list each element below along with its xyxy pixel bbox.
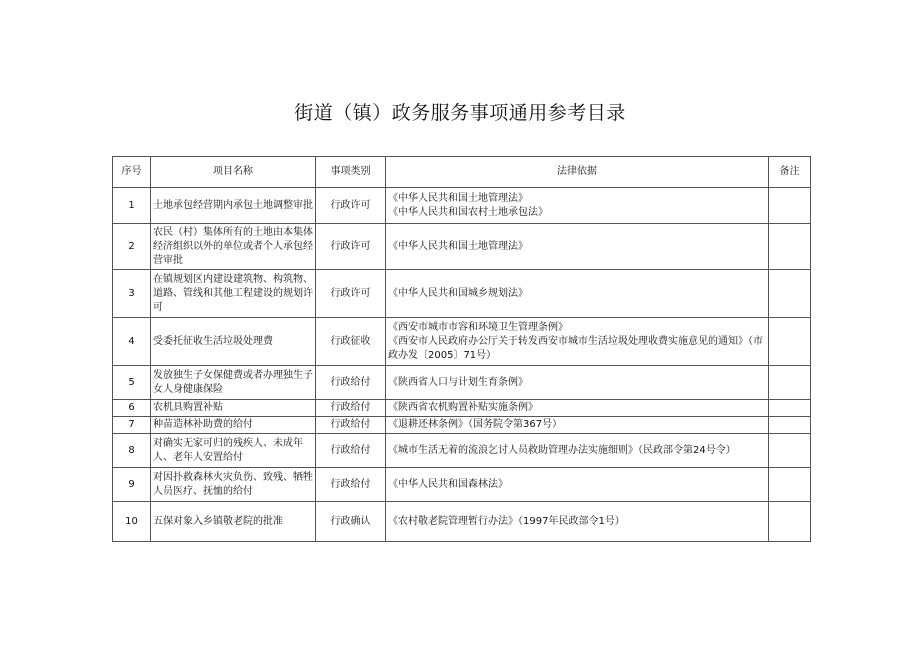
legal-basis-line: 《陕西省人口与计划生育条例》 — [388, 376, 528, 388]
legal-basis-line: 《西安市人民政府办公厅关于转发西安市城市生活垃圾处理收费实施意见的通知》（市政办发〔2005〕71号） — [388, 335, 763, 361]
legal-basis — [386, 366, 769, 400]
table-row — [113, 270, 811, 318]
row-number: 5 — [113, 366, 151, 400]
row-number: 4 — [113, 318, 151, 366]
row-number: 6 — [113, 400, 151, 417]
header-type: 事项类别 — [316, 157, 386, 188]
item-name: 五保对象入乡镇敬老院的批准 — [151, 502, 316, 542]
item-type: 行政征收 — [316, 318, 386, 366]
table-row — [113, 366, 811, 400]
item-type: 行政给付 — [316, 366, 386, 400]
table-row — [113, 400, 811, 417]
row-number: 8 — [113, 434, 151, 468]
legal-basis — [386, 224, 769, 270]
table-row — [113, 417, 811, 434]
item-name: 种苗造林补助费的给付 — [151, 417, 316, 434]
legal-basis-line: 《陕西省农机购置补贴实施条例》 — [388, 402, 538, 413]
item-note — [769, 224, 811, 270]
table-row — [113, 468, 811, 502]
header-no: 序号 — [113, 157, 151, 188]
item-name: 土地承包经营期内承包土地调整审批 — [151, 188, 316, 224]
item-name: 农民（村）集体所有的土地由本集体经济组织以外的单位或者个人承包经营审批 — [151, 224, 316, 270]
header-name: 项目名称 — [151, 157, 316, 188]
table-header-row — [113, 157, 811, 188]
table-row — [113, 318, 811, 366]
legal-basis — [386, 188, 769, 224]
row-number: 3 — [113, 270, 151, 318]
item-type: 行政给付 — [316, 417, 386, 434]
legal-basis-line: 《中华人民共和国城乡规划法》 — [388, 287, 528, 299]
legal-basis-line: 《中华人民共和国土地管理法》 — [388, 240, 528, 252]
item-note — [769, 188, 811, 224]
legal-basis-line: 《城市生活无着的流浪乞讨人员救助管理办法实施细则》（民政部令第24号令） — [388, 444, 736, 456]
item-type: 行政给付 — [316, 468, 386, 502]
item-type: 行政许可 — [316, 224, 386, 270]
item-type: 行政许可 — [316, 270, 386, 318]
item-note — [769, 318, 811, 366]
row-number: 1 — [113, 188, 151, 224]
legal-basis — [386, 270, 769, 318]
legal-basis-line: 《退耕还林条例》（国务院令第367号） — [388, 419, 563, 430]
legal-basis — [386, 434, 769, 468]
item-name: 在镇规划区内建设建筑物、构筑物、道路、管线和其他工程建设的规划许可 — [151, 270, 316, 318]
legal-basis — [386, 400, 769, 417]
legal-basis-line: 《中华人民共和国农村土地承包法》 — [388, 206, 548, 218]
item-note — [769, 366, 811, 400]
row-number: 9 — [113, 468, 151, 502]
legal-basis-line: 《西安市城市市容和环境卫生管理条例》 — [388, 321, 568, 333]
item-note — [769, 434, 811, 468]
table-row — [113, 502, 811, 542]
item-type: 行政许可 — [316, 188, 386, 224]
row-number: 10 — [113, 502, 151, 542]
header-note: 备注 — [769, 157, 811, 188]
item-note — [769, 502, 811, 542]
table-row — [113, 434, 811, 468]
item-note — [769, 417, 811, 434]
item-note — [769, 270, 811, 318]
legal-basis-line: 《中华人民共和国森林法》 — [388, 478, 508, 490]
item-type: 行政给付 — [316, 434, 386, 468]
table-row — [113, 188, 811, 224]
item-name: 发放独生子女保健费或者办理独生子女人身健康保险 — [151, 366, 316, 400]
table-row — [113, 224, 811, 270]
legal-basis-line: 《农村敬老院管理暂行办法》（1997年民政部令1号） — [388, 515, 625, 527]
header-basis: 法律依据 — [386, 157, 769, 188]
legal-basis — [386, 318, 769, 366]
item-name: 农机具购置补贴 — [151, 400, 316, 417]
item-type: 行政给付 — [316, 400, 386, 417]
item-name: 受委托征收生活垃圾处理费 — [151, 318, 316, 366]
page-title: 街道（镇）政务服务事项通用参考目录 — [294, 102, 626, 124]
legal-basis-line: 《中华人民共和国土地管理法》 — [388, 192, 528, 204]
row-number: 2 — [113, 224, 151, 270]
catalog-table — [112, 156, 811, 542]
item-note — [769, 400, 811, 417]
item-name: 对确实无家可归的残疾人、未成年人、老年人安置给付 — [151, 434, 316, 468]
item-type: 行政确认 — [316, 502, 386, 542]
legal-basis — [386, 502, 769, 542]
item-name: 对因扑救森林火灾负伤、致残、牺牲人员医疗、抚恤的给付 — [151, 468, 316, 502]
row-number: 7 — [113, 417, 151, 434]
item-note — [769, 468, 811, 502]
legal-basis — [386, 468, 769, 502]
legal-basis — [386, 417, 769, 434]
